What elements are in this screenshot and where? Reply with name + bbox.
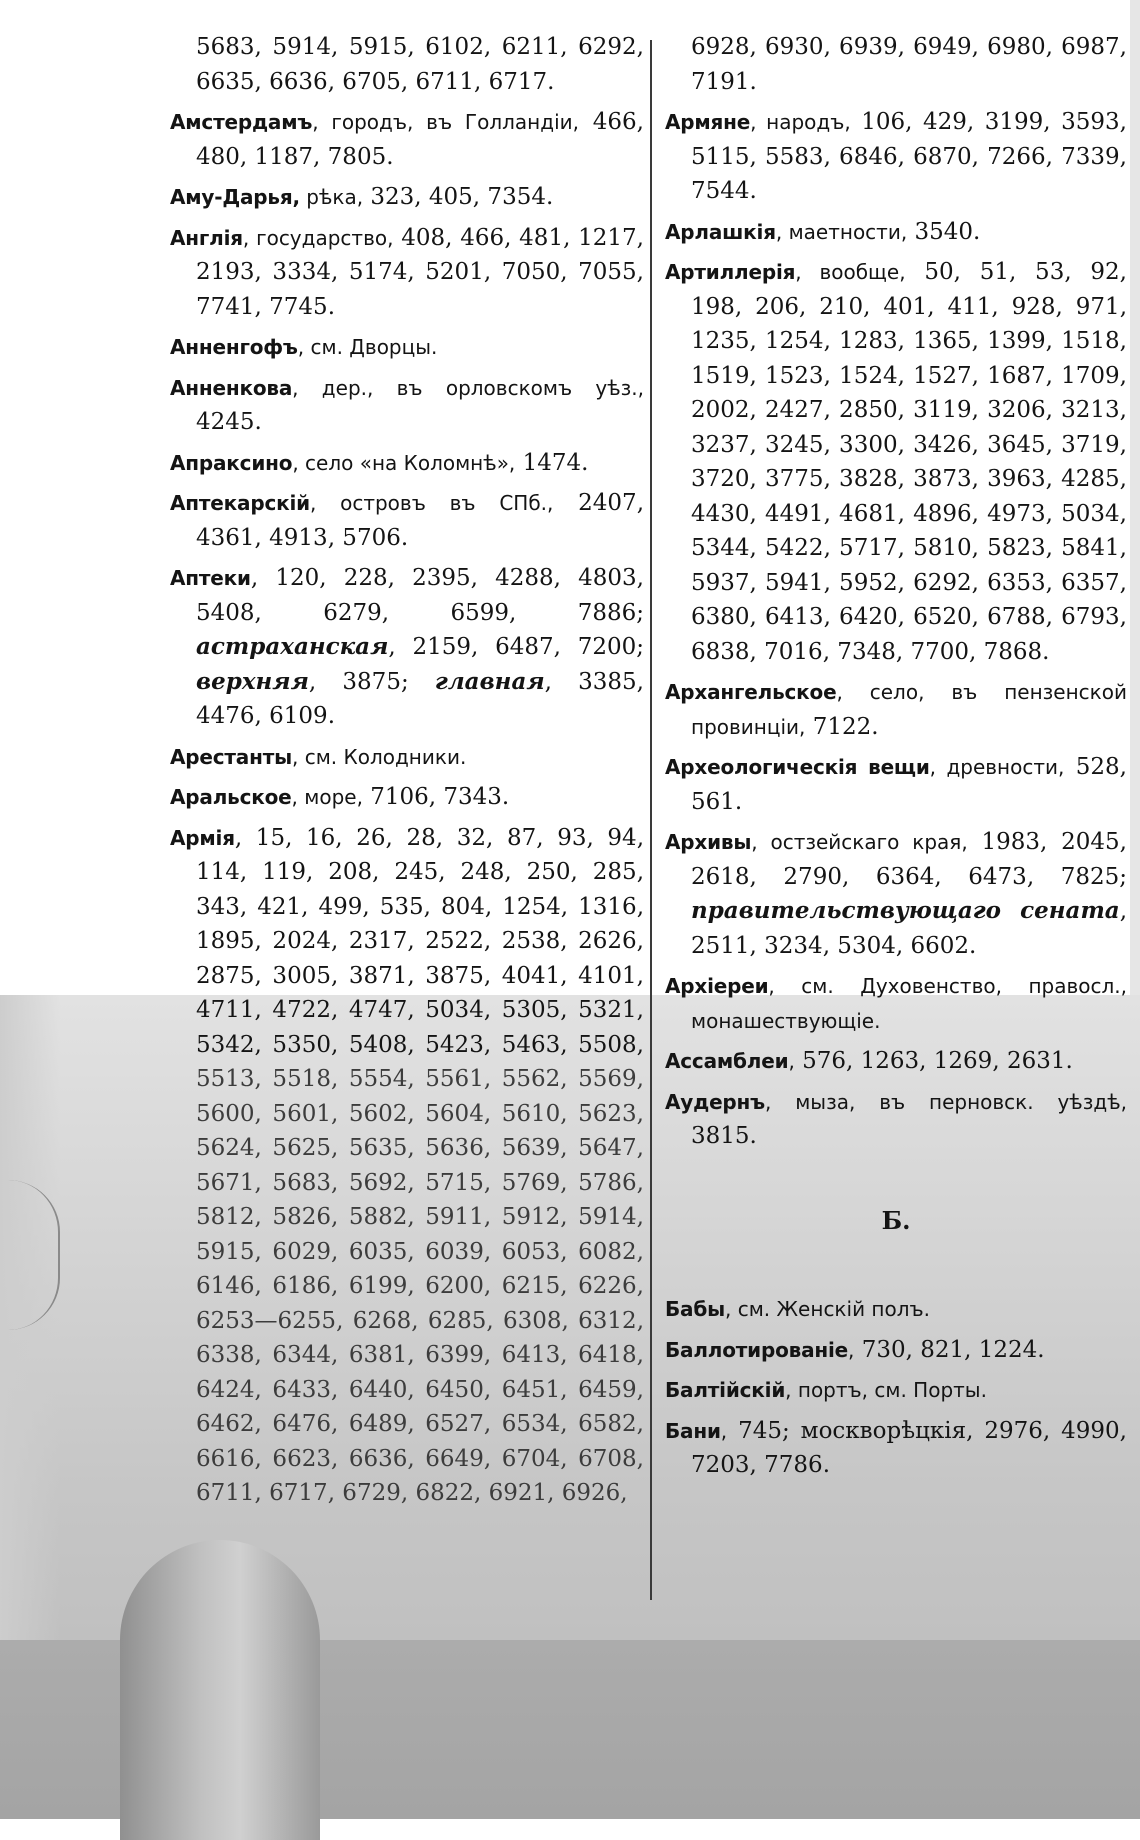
entry-heading: Архангельское [665,680,837,704]
index-entry [170,780,644,815]
entry-heading: Аптеки [170,566,251,590]
entry-description: , [848,1337,855,1362]
entry-heading: Бабы [665,1297,725,1321]
entry-references: , 3385, 4476, 6109. [196,668,644,729]
entry-description: , древности, [929,755,1065,779]
index-entry [665,1373,1127,1408]
entry-description: , см. Женскій полъ. [725,1297,931,1321]
entry-description: , народъ, [750,110,851,134]
entry-subheading: правительствующаго сената [691,897,1120,924]
index-entry-armia [170,821,644,1511]
continuation-numbers: 6928, 6930, 6939, 6949, 6980, 6987, 7191. [691,34,1127,95]
entry-subheading: астраханская [196,633,389,660]
entry-heading: Армяне [665,110,751,134]
entry-heading: Архіереи [665,974,769,998]
entry-heading: Анненгофъ [170,335,298,359]
entry-description: , дер., въ орловскомъ уѣз., [292,375,644,400]
entry-heading: Англія [170,225,243,250]
entry-description: , городъ, въ Голландіи, [312,110,579,134]
entry-heading: Бани [665,1418,721,1443]
index-entry [665,1044,1127,1079]
entry-references: 4245. [196,409,262,435]
index-entry [170,740,644,775]
index-entry [665,750,1127,819]
index-entry [665,1292,1127,1327]
entry-references: 1983, 2045, 2618, 2790, 6364, 6473, 7825; [691,829,1127,890]
entry-description: , село, въ пензенской провинціи, [691,680,1127,739]
index-entry [665,1085,1127,1154]
entry-references: , 15, 16, 26, 28, 32, 87, 93, 94, 114, 119, 208, 245, 248, 250, 285, 343, 421, 499, 535, 804, 1254, 1316, 1895, 2024, 2317, 2522, 2538, 2626, 2875, 3005, 3871, 3875, 4041, 4101, 4711, 4722, 4747, 5034, 5305, 5321, 5342, 5350, 5408, 5423, 5463, 5508, [196,824,644,1058]
entry-description: рѣка, [299,185,364,209]
page-edge-shadow [1130,0,1140,995]
entry-description: , см. Дворцы. [297,335,438,359]
entry-references: 408, 466, 481, 1217, 2193, 3334, 5174, 5201, 7050, 7055, 7741, 7745. [196,224,644,320]
entry-heading: Архивы [665,830,752,854]
entry-references: 2407, 4361, 4913, 5706. [196,490,644,551]
index-entry [665,255,1127,669]
entry-heading: Амстердамъ [170,110,313,134]
entry-references: 7106, 7343. [362,784,510,810]
thumb-holding-page [120,1540,320,1840]
entry-subheading: верхняя [196,667,309,695]
entry-heading: Балтійскій [665,1378,786,1402]
entry-heading: Аральское [170,785,292,809]
index-entry [665,105,1127,209]
entry-references: 466, 480, 1187, 7805. [196,109,644,170]
entry-heading: Аптекарскій [170,491,310,515]
index-entry [170,221,644,325]
entry-description: , см. Колодники. [292,744,467,769]
index-entry [665,675,1127,744]
entry-description: , государство, [242,225,394,250]
index-entry [170,105,644,174]
column-divider [650,40,652,1600]
entry-heading: Арлашкія [665,219,776,244]
entry-references: , 2511, 3234, 5304, 6602. [691,898,1127,959]
entry-heading: Армія [170,825,235,850]
entry-description: , [788,1049,795,1073]
entry-description: , остзейскаго края, [751,830,968,854]
entry-heading: Аму-Дарья, [170,185,300,209]
entry-heading: Анненкова [170,375,293,400]
entry-references: 1474. [515,449,589,476]
entry-description: , см. Духовенство, правосл., монашествующіе. [691,974,1127,1033]
entry-references: 323, 405, 7354. [363,184,554,210]
index-entry [170,446,644,481]
index-entry [665,969,1127,1038]
index-continuation [665,30,1127,99]
entry-references: 106, 429, 3199, 3593, 5115, 5583, 6846, 6870, 7266, 7339, 7544. [691,109,1127,204]
entry-heading: Баллотированіе [665,1337,849,1362]
entry-heading: Артиллерія [665,260,796,284]
index-entry [170,180,644,215]
entry-description: , маетности, [775,219,908,244]
index-entry [665,215,1127,250]
entry-references: 730, 821, 1224. [854,1336,1045,1363]
entry-heading: Апраксино [170,450,293,475]
entry-references: , 120, 228, 2395, 4288, 4803, 5408, 6279, 6599, 7886; [196,565,644,626]
index-entry [665,1333,1127,1368]
index-entry [170,486,644,555]
entry-references: , 2159, 6487, 7200; [388,634,644,660]
index-entry [170,371,644,440]
right-column [665,30,1127,1489]
entry-heading: Ассамблеи [665,1049,789,1073]
index-entry [665,1414,1127,1483]
entry-references: 7122. [805,713,879,740]
index-entry-arhivy [665,825,1127,963]
entry-description: , мыза, въ перновск. уѣздѣ, [765,1089,1127,1114]
entry-description: , [720,1418,728,1443]
entry-description: , село «на Коломнѣ», [292,450,516,475]
entry-references: 528, 561. [691,754,1127,815]
left-column [170,30,644,1517]
entry-references: 3540. [907,218,981,245]
entry-description: , вообще, [795,260,906,284]
index-entry-apteki [170,561,644,734]
entry-heading: Археологическія вещи [665,755,930,779]
entry-references: 50, 51, 53, 92, 198, 206, 210, 401, 411, 928, 971, 1235, 1254, 1283, 1365, 1399, 1518, 1519, 1523, 1524, 1527, 1687, 1709, 2002, 2427, 2850, 3119, 3206, 3213, 3237, 3245, 3300, 3426, 3645, 3719, 3720, 3775, 3828, 3873, 3963, 4285, 4430, 4491, 4681, 4896, 4973, 5034, 5344, 5422, 5717, 5810, 5823, 5841, 5937, 5941, 5952, 6292, 6353, 6357, 6380, 6413, 6420, 6520, 6788, 6793, 6838, 7016, 7348, 7700, 7868. [691,259,1127,665]
entry-references-faded: 5513, 5518, 5554, 5561, 5562, 5569, 5600, 5601, 5602, 5604, 5610, 5623, 5624, 5625, 5635, 5636, 5639, 5647, 5671, 5683, 5692, 5715, 5769, 5786, 5812, 5826, 5882, 5911, 5912, 5914, 5915, 6029, 6035, 6039, 6053, 6082, 6146, 6186, 6199, 6200, 6215, 6226, 6253—6255, 6268, 6285, 6308, 6312, 6338, 6344, 6381, 6399, 6413, 6418, 6424, 6433, 6440, 6450, 6451, 6459, 6462, 6476, 6489, 6527, 6534, 6582, 6616, 6623, 6636, 6649, 6704, 6708, 6711, 6717, 6729, 6822, 6921, 6926, [196,1066,644,1506]
entry-description: , море, [291,785,363,809]
entry-description: , портъ, см. Порты. [785,1378,987,1402]
entry-references: , 3875; [308,668,435,695]
entry-references: 3815. [691,1123,757,1149]
entry-heading: Арестанты [170,744,292,769]
entry-heading: Аудернъ [665,1089,765,1114]
entry-description: , островъ въ СПб., [309,491,554,515]
index-entry [170,330,644,365]
entry-subheading: главная [434,667,545,695]
entry-references: 576, 1263, 1269, 2631. [794,1048,1073,1074]
continuation-numbers: 5683, 5914, 5915, 6102, 6211, 6292, 6635, 6636, 6705, 6711, 6717. [196,34,644,95]
entry-references: 745; москворѣцкія, 2976, 4990, 7203, 7786. [691,1417,1127,1478]
index-continuation [170,30,644,99]
section-letter-heading: Б. [881,1205,911,1235]
